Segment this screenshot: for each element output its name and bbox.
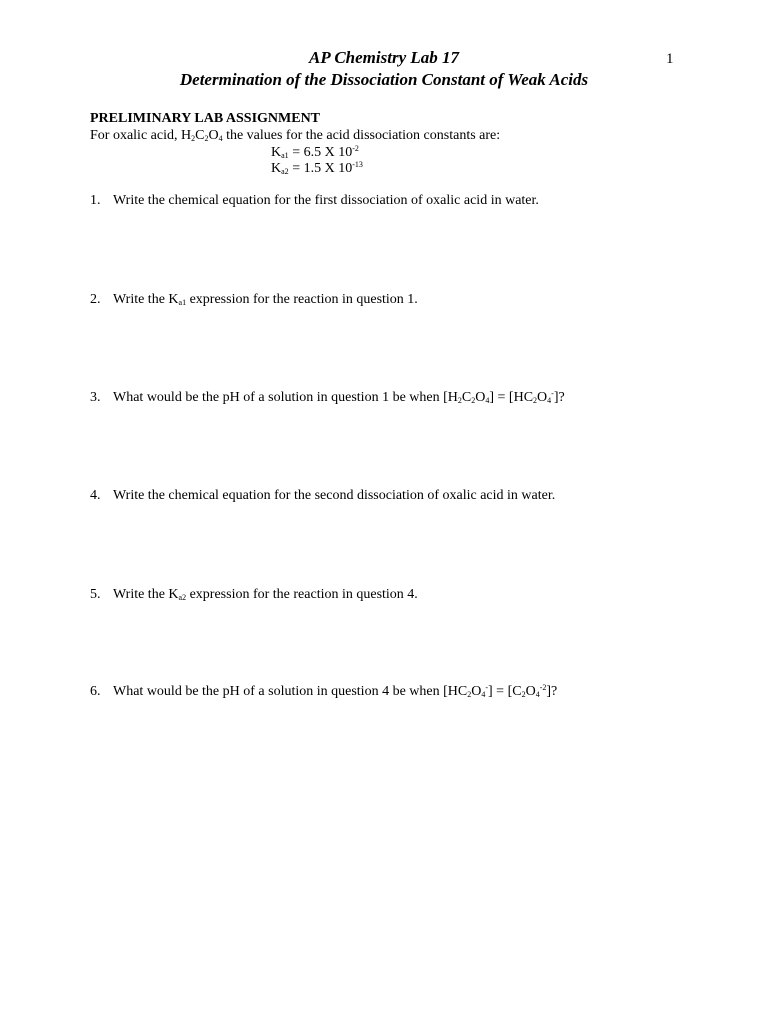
question-number: 1. bbox=[90, 193, 101, 208]
question-1 bbox=[90, 193, 539, 209]
question-text: Write the chemical equation for the second dissociation of oxalic acid in water. bbox=[113, 488, 556, 503]
question-text: Write the chemical equation for the first dissociation of oxalic acid in water. bbox=[113, 193, 539, 208]
question-number: 2. bbox=[90, 292, 101, 307]
ka2-value: $K_{a2} = 1.5$ X $10^{-13}$ bbox=[271, 160, 363, 176]
question-number: 6. bbox=[90, 684, 101, 699]
question-4 bbox=[90, 488, 555, 504]
intro-paragraph: For oxalic acid, $H_2C_2O_4$ the values for the acid dissociation constants are: bbox=[90, 128, 501, 143]
question-number: 5. bbox=[90, 587, 101, 602]
page-number: 1 bbox=[666, 51, 674, 67]
question-number: 4. bbox=[90, 488, 101, 503]
question-3: 3. What would be the pH of a solution in question 1 be when $[H_2C_2O_4] = [HC_2O_4^-]$? bbox=[90, 389, 565, 405]
question-2: 2. Write the $K_{a1}$ expression for the reaction in question 1. bbox=[90, 292, 418, 307]
document-title bbox=[0, 47, 768, 91]
question-5: 5. Write the $K_{a2}$ expression for the reaction in question 4. bbox=[90, 587, 418, 602]
question-6: 6. What would be the pH of a solution in question 4 be when $[HC_2O_4^-] = [C_2O_4^{-2}]$? bbox=[90, 683, 558, 699]
ka1-value: $K_{a1} = 6.5$ X $10^{-2}$ bbox=[271, 144, 359, 160]
question-number: 3. bbox=[90, 390, 101, 405]
section-heading: PRELIMINARY LAB ASSIGNMENT bbox=[90, 111, 321, 126]
title-line-2: Determination of the Dissociation Constant of Weak Acids bbox=[179, 70, 589, 89]
title-line-1: AP Chemistry Lab 17 bbox=[308, 48, 459, 67]
